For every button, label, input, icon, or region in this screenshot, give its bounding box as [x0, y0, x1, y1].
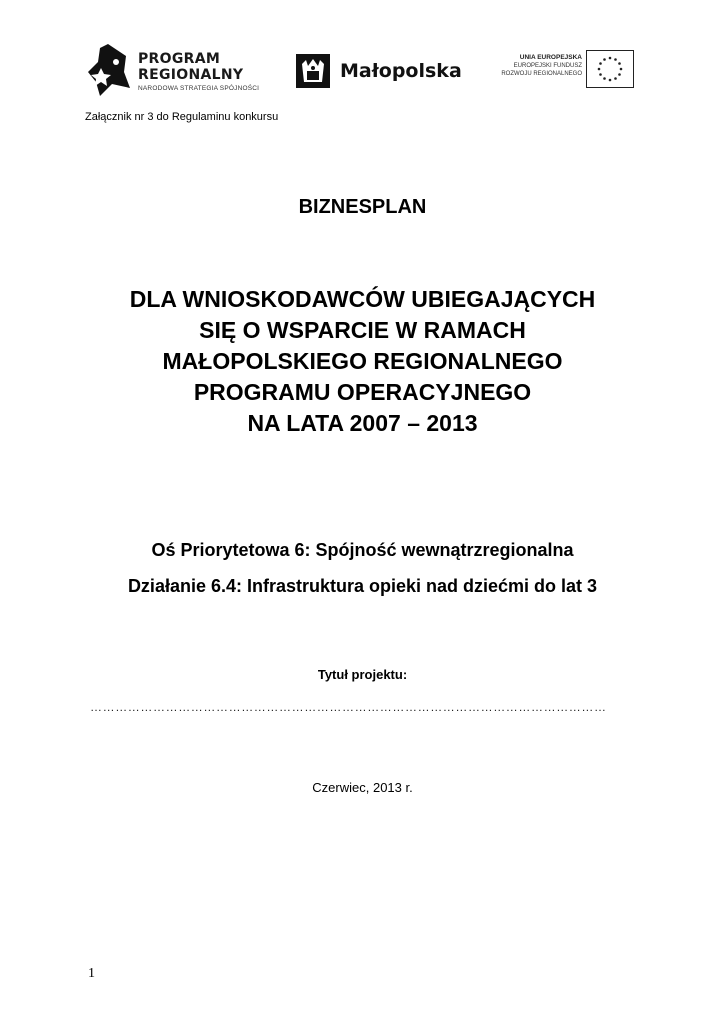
eu-flag-icon: [586, 50, 634, 88]
annex-note: Załącznik nr 3 do Regulaminu konkursu: [85, 111, 279, 123]
main-heading-line: MAŁOPOLSKIEGO REGIONALNEGO: [162, 348, 563, 374]
document-title: BIZNESPLAN: [298, 196, 427, 218]
main-heading-line: NA LATA 2007 – 2013: [247, 410, 478, 436]
document-date: Czerwiec, 2013 r.: [312, 780, 413, 795]
malopolska-crown-icon: [296, 54, 330, 88]
main-heading-line: PROGRAMU OPERACYJNEGO: [193, 379, 532, 405]
unia-europejska-line2: EUROPEJSKI FUNDUSZ: [513, 63, 582, 69]
malopolska-logo: [296, 52, 466, 92]
program-regionalny-logo: [86, 42, 276, 98]
page-number: 1: [88, 966, 95, 981]
unia-europejska-line3: ROZWOJU REGIONALNEGO: [501, 71, 582, 77]
program-regionalny-line1: PROGRAM: [138, 51, 221, 67]
unia-europejska-line1: UNIA EUROPEJSKA: [519, 54, 582, 61]
malopolska-name: Małopolska: [340, 60, 462, 82]
logo-bar: [86, 42, 638, 98]
action-title: Działanie 6.4: Infrastruktura opieki nad dziećmi do lat 3: [127, 576, 598, 596]
program-regionalny-line3: NARODOWA STRATEGIA SPÓJNOŚCI: [138, 85, 260, 92]
project-title-field: ……………………………………………………………………………………………………………: [90, 700, 607, 714]
priority-axis: Oś Priorytetowa 6: Spójność wewnątrzregionalna: [151, 540, 574, 560]
program-regionalny-star-icon: [86, 42, 132, 98]
unia-europejska-text: [482, 54, 582, 77]
project-title-label: Tytuł projektu:: [317, 667, 408, 682]
program-regionalny-line2: REGIONALNY: [138, 67, 244, 83]
main-heading-line: SIĘ O WSPARCIE W RAMACH: [199, 317, 526, 343]
main-heading: [60, 284, 665, 439]
main-heading-line: DLA WNIOSKODAWCÓW UBIEGAJĄCYCH: [129, 286, 596, 312]
unia-europejska-logo: [482, 50, 638, 92]
